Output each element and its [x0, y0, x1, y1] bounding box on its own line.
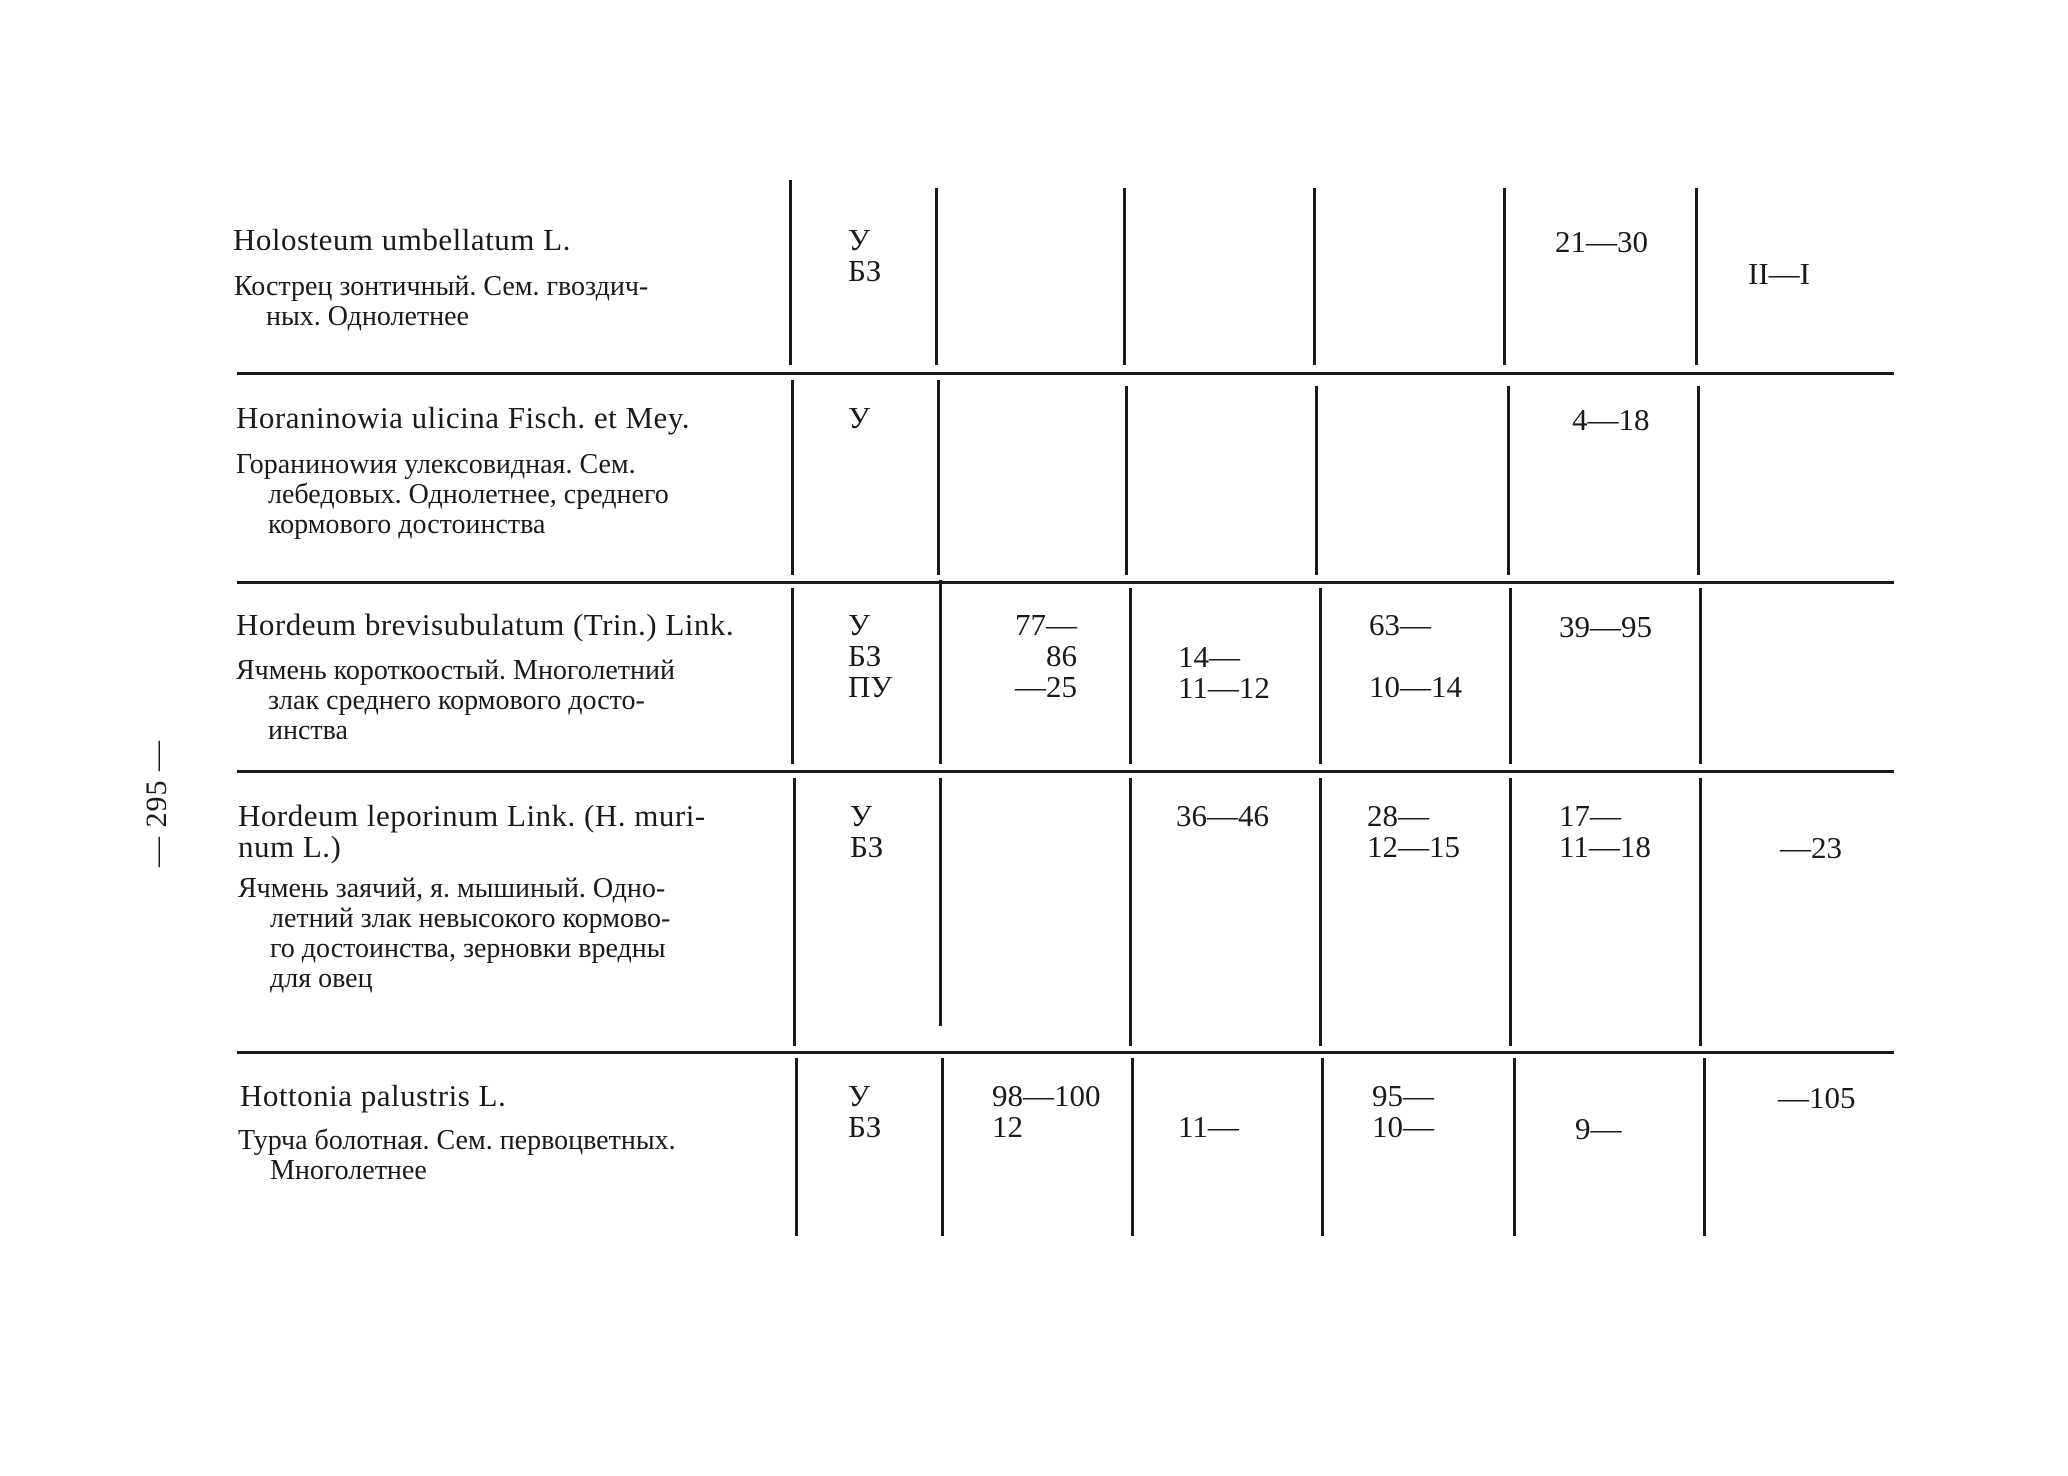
column-line — [1513, 1058, 1516, 1236]
value-cell: 11— — [1178, 1109, 1239, 1144]
species-description — [238, 1126, 798, 1186]
value-cell: —105 — [1778, 1080, 1856, 1115]
column-line — [1315, 386, 1318, 575]
row-separator — [237, 581, 1894, 584]
description-line: Горанинowия улексовидная. Сем. — [236, 449, 636, 480]
description-line: летний злак невысокого кормово- — [270, 903, 671, 934]
value-cell: 63— 10—14 — [1369, 607, 1462, 704]
species-description — [238, 874, 778, 994]
habitat-code: У — [848, 400, 870, 435]
column-line — [1703, 1058, 1706, 1236]
column-line — [1125, 386, 1128, 575]
column-line — [1313, 188, 1316, 365]
column-line — [1509, 588, 1512, 764]
column-line — [791, 588, 794, 764]
column-line — [789, 180, 792, 365]
column-line — [1697, 386, 1700, 575]
column-line — [941, 1058, 944, 1236]
column-line — [1509, 778, 1512, 1046]
column-line — [1129, 778, 1132, 1046]
species-description — [236, 656, 776, 746]
page-number: — 295 — — [140, 740, 173, 867]
description-line: Многолетнее — [270, 1155, 427, 1186]
description-line: Ячмень заячий, я. мышиный. Одно- — [238, 873, 666, 904]
value-cell: 39—95 — [1559, 609, 1652, 644]
description-line: ных. Однолетнее — [266, 301, 469, 332]
column-line — [1503, 188, 1506, 365]
value-cell: 4—18 — [1572, 402, 1650, 437]
value-cell: 95— 10— — [1372, 1078, 1434, 1144]
value-cell: 28— 12—15 — [1367, 798, 1460, 864]
row-separator — [237, 372, 1894, 375]
species-latin-name: Hottonia palustris L. — [240, 1078, 507, 1113]
column-line — [791, 380, 794, 575]
column-line — [1699, 778, 1702, 1046]
description-line: го достоинства, зерновки вредны — [270, 933, 666, 964]
column-line — [1319, 778, 1322, 1046]
column-line — [1319, 588, 1322, 764]
column-line — [1507, 386, 1510, 575]
description-line: злак среднего кормового досто- — [268, 685, 645, 716]
habitat-code: У БЗ — [850, 798, 884, 864]
species-latin-name: Horaninowia ulicina Fisch. et Mey. — [236, 400, 691, 435]
species-latin-name: Holosteum umbellatum L. — [233, 222, 571, 257]
species-description — [234, 272, 774, 332]
description-line: для овец — [270, 963, 373, 994]
column-line — [1131, 1058, 1134, 1236]
description-line: инства — [268, 715, 348, 746]
column-line — [1321, 1058, 1324, 1236]
value-cell: —23 — [1780, 830, 1842, 865]
row-separator — [237, 1051, 1894, 1054]
column-line — [939, 580, 942, 764]
value-cell: 36—46 — [1176, 798, 1269, 833]
species-latin-name: Hordeum leporinum Link. (H. muri- num L.) — [238, 798, 706, 864]
value-cell: 17— 11—18 — [1559, 798, 1651, 864]
description-line: Турча болотная. Сем. первоцветных. — [238, 1125, 676, 1156]
column-line — [939, 778, 942, 1026]
value-cell: 77—86 —25 — [1015, 607, 1077, 704]
column-line — [1129, 588, 1132, 764]
column-line — [935, 188, 938, 365]
description-line: лебедовых. Однолетнее, среднего — [268, 479, 669, 510]
column-line — [937, 380, 940, 575]
description-line: Кострец зонтичный. Сем. гвоздич- — [234, 271, 649, 302]
column-line — [1695, 188, 1698, 365]
column-line — [793, 778, 796, 1046]
habitat-code: У БЗ — [848, 1078, 882, 1144]
description-line: Ячмень короткоостый. Многолетний — [236, 655, 675, 686]
habitat-code: У БЗ — [848, 222, 882, 288]
description-line: кормового достоинства — [268, 509, 546, 540]
habitat-code: У БЗ ПУ — [848, 607, 893, 704]
value-cell: 14— 11—12 — [1178, 639, 1270, 705]
value-cell: II—I — [1748, 256, 1810, 291]
species-description — [236, 450, 776, 540]
row-separator — [237, 770, 1894, 773]
column-line — [1123, 188, 1126, 365]
value-cell: 21—30 — [1555, 224, 1648, 259]
species-latin-name: Hordeum brevisubulatum (Trin.) Link. — [236, 607, 735, 642]
column-line — [1699, 588, 1702, 764]
value-cell: 9— — [1575, 1111, 1622, 1146]
value-cell: 98—100 12 — [992, 1078, 1101, 1144]
